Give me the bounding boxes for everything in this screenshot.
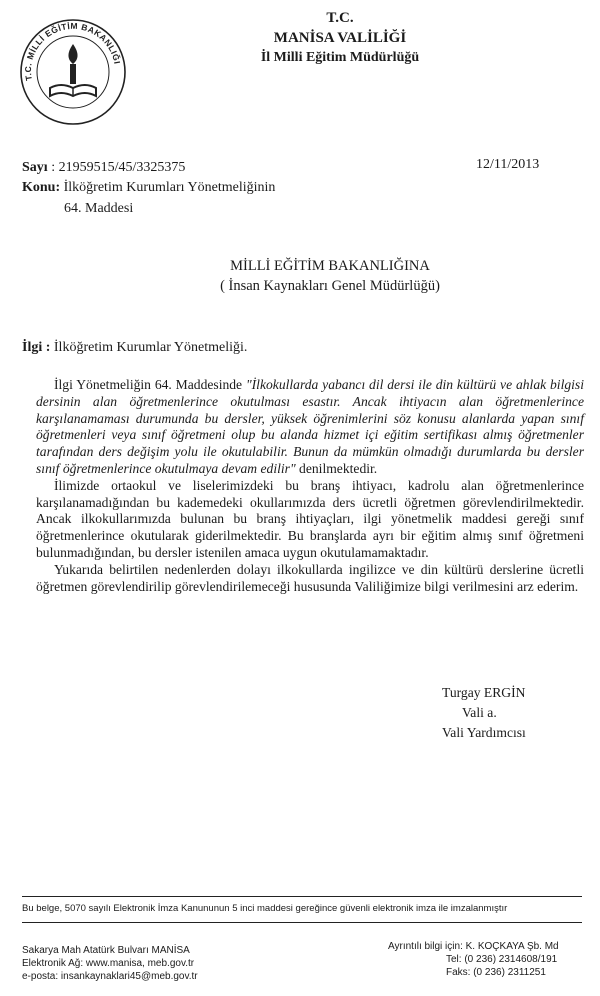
footer-network: Elektronik Ağ: www.manisa, meb.gov.tr bbox=[22, 958, 195, 969]
paragraph-3: Yukarıda belirtilen nedenlerden dolayı ilkokullarda ingilizce ve din kültürü derslerine ücretli öğretmen görevlendirilip görevlendirilemeceği hususunda Valiliğimize bilgi verilmesini arz ederim. bbox=[36, 561, 584, 594]
related-label: İlgi : bbox=[22, 340, 51, 355]
document-date: 12/11/2013 bbox=[476, 157, 540, 172]
header-tc: T.C. bbox=[326, 10, 354, 26]
footer-email: e-posta: insankaynaklari45@meb.gov.tr bbox=[22, 971, 198, 982]
header-governorship: MANİSA VALİLİĞİ bbox=[273, 30, 407, 46]
reference-number-value: : 21959515/45/3325375 bbox=[51, 160, 186, 175]
subject-label: Konu: bbox=[22, 180, 61, 195]
subject-line-2: 64. Maddesi bbox=[64, 201, 134, 216]
reference-number-label: Sayı bbox=[22, 160, 48, 175]
subject bbox=[22, 180, 275, 196]
paragraph-1-end: denilmektedir. bbox=[295, 460, 378, 476]
svg-text:T.C. MİLLİ EĞİTİM BAKANLIĞI: T.C. MİLLİ EĞİTİM BAKANLIĞI bbox=[22, 20, 123, 82]
footer-rule-bottom bbox=[22, 922, 582, 923]
footer-rule-top bbox=[22, 896, 582, 897]
paragraph-1-intro: İlgi Yönetmeliğin 64. Maddesinde bbox=[54, 377, 246, 392]
footer-address: Sakarya Mah Atatürk Bulvarı MANİSA bbox=[22, 945, 190, 956]
signatory-title-2: Vali Yardımcısı bbox=[442, 725, 526, 740]
reference-number bbox=[22, 160, 185, 176]
paragraph-1 bbox=[36, 377, 584, 478]
footer-phone: Tel: (0 236) 2314608/191 bbox=[446, 954, 558, 965]
letter-body bbox=[36, 377, 584, 595]
signature-block bbox=[442, 683, 526, 743]
addressee-department: ( İnsan Kaynakları Genel Müdürlüğü) bbox=[220, 278, 440, 294]
related-text: İlköğretim Kurumlar Yönetmeliği. bbox=[53, 340, 248, 355]
signatory-title-1: Vali a. bbox=[462, 705, 497, 720]
paragraph-1-quote: "İlkokullarda yabancı dil dersi ile din kültürü ve ahlak bilgisi dersinin alan öğretmenlerince okutulması esastır. Ancak ihtiyacın alan öğretmenlerince karşılanamaması durumunda bu dersler, yüksek öğrenimlerini söz konusu alanlarda yapan sınıf öğretmenleri veya sınıf öğretmeni olup bu alanda hizmet içi eğitim sertifikası almış öğretmenler tarafından ders değişim yolu ile okutulabilir. Bunun da mümkün olmadığı durumlarda bu dersler sınıf öğretmenlerince okutulmaya devam edilir" bbox=[36, 377, 584, 476]
related-reference bbox=[22, 340, 247, 356]
footer-contact-person: Ayrıntılı bilgi için: K. KOÇKAYA Şb. Md bbox=[388, 941, 559, 952]
signatory-name: Turgay ERGİN bbox=[442, 685, 526, 700]
footer-fax: Faks: (0 236) 2311251 bbox=[446, 967, 546, 978]
header-directorate: İl Milli Eğitim Müdürlüğü bbox=[260, 50, 420, 65]
e-signature-note: Bu belge, 5070 sayılı Elektronik İmza Kanununun 5 inci maddesi gereğince güvenli elektronik imza ile imzalanmıştır bbox=[22, 903, 508, 914]
ministry-seal-logo bbox=[14, 10, 132, 128]
footer-contact-left bbox=[22, 944, 198, 983]
subject-line-1: İlköğretim Kurumları Yönetmeliğinin bbox=[63, 180, 276, 195]
footer-contact-right bbox=[388, 940, 559, 979]
addressee-ministry: MİLLİ EĞİTİM BAKANLIĞINA bbox=[230, 258, 430, 274]
paragraph-2: İlimizde ortaokul ve liselerimizdeki bu branş ihtiyacı, kadrolu alan öğretmenlerince karşılanamadığından bu kademedeki okullarımızda ders ücretli öğretmen görevlendirilmektedir. Ancak ilkokullarımızda bulunan bu branş ihtiyaçları, ilgi yönetmelik maddesi gereği sınıf öğretmenlerince okutularak giderilmektedir. Bu branşlarda ayrı bir eğitim almış sınıf öğretmeni bulunmadığından, bu dersler istenilen amaca uygun okutulamamaktadır. bbox=[36, 477, 584, 560]
